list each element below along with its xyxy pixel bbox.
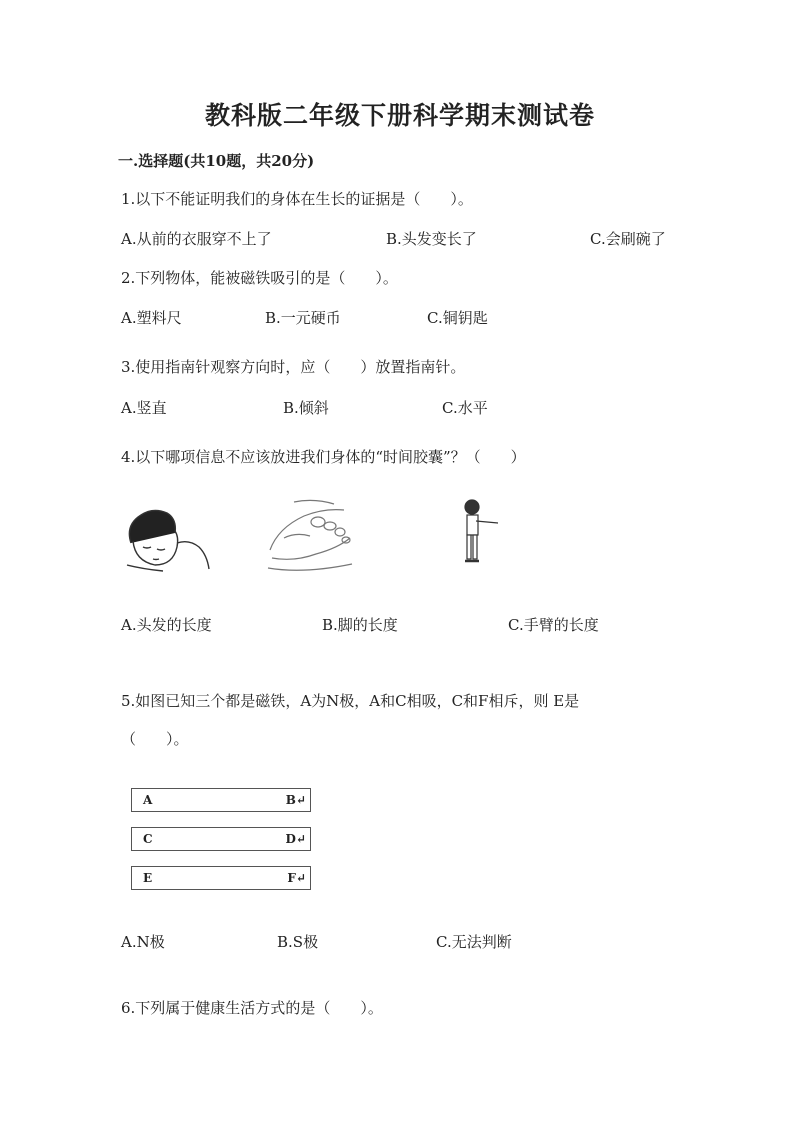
boy-arm-picture [458,497,508,569]
question-5-blank: （ ）。 [121,730,189,748]
q4-option-a: A.头发的长度 [121,616,212,634]
q3-option-a: A.竖直 [121,399,167,417]
foot-picture [264,498,356,578]
magnet-pole-label: D↵ [285,832,306,846]
question-5: 5.如图已知三个都是磁铁，A为N极，A和C相吸，C和F相斥，则 E是 [121,692,580,710]
magnet-pole-label: B↵ [285,793,306,807]
magnet-pole-label: E [143,871,153,885]
q1-option-c: C.会刷碗了 [590,230,666,248]
q2-option-b: B.一元硬币 [265,309,341,327]
q5-option-b: B.S极 [277,933,319,951]
q4-option-c: C.手臂的长度 [508,616,599,634]
magnet-pole-label: A [143,793,153,807]
magnet-ef [131,866,311,890]
q3-option-b: B.倾斜 [283,399,329,417]
question-3: 3.使用指南针观察方向时，应（ ）放置指南针。 [121,358,466,376]
q2-option-c: C.铜钥匙 [427,309,488,327]
q1-option-b: B.头发变长了 [386,230,477,248]
question-1: 1.以下不能证明我们的身体在生长的证据是（ ）。 [121,190,473,208]
magnet-pole-label: F↵ [287,871,306,885]
section-heading: 一.选择题(共10题，共20分) [118,152,315,170]
q4-option-b: B.脚的长度 [322,616,398,634]
q5-option-a: A.N极 [121,933,165,951]
question-4: 4.以下哪项信息不应该放进我们身体的“时间胶囊”？（ ） [121,448,526,466]
question-6: 6.下列属于健康生活方式的是（ ）。 [121,999,383,1017]
page-title: 教科版二年级下册科学期末测试卷 [204,101,595,130]
q5-option-c: C.无法判断 [436,933,512,951]
q2-option-a: A.塑料尺 [121,309,182,327]
magnet-ab [131,788,311,812]
q3-option-c: C.水平 [442,399,488,417]
q1-option-a: A.从前的衣服穿不上了 [121,230,272,248]
sleeping-baby-picture [123,503,213,573]
magnet-cd [131,827,311,851]
question-2: 2.下列物体，能被磁铁吸引的是（ ）。 [121,269,398,287]
magnet-pole-label: C [143,832,153,846]
